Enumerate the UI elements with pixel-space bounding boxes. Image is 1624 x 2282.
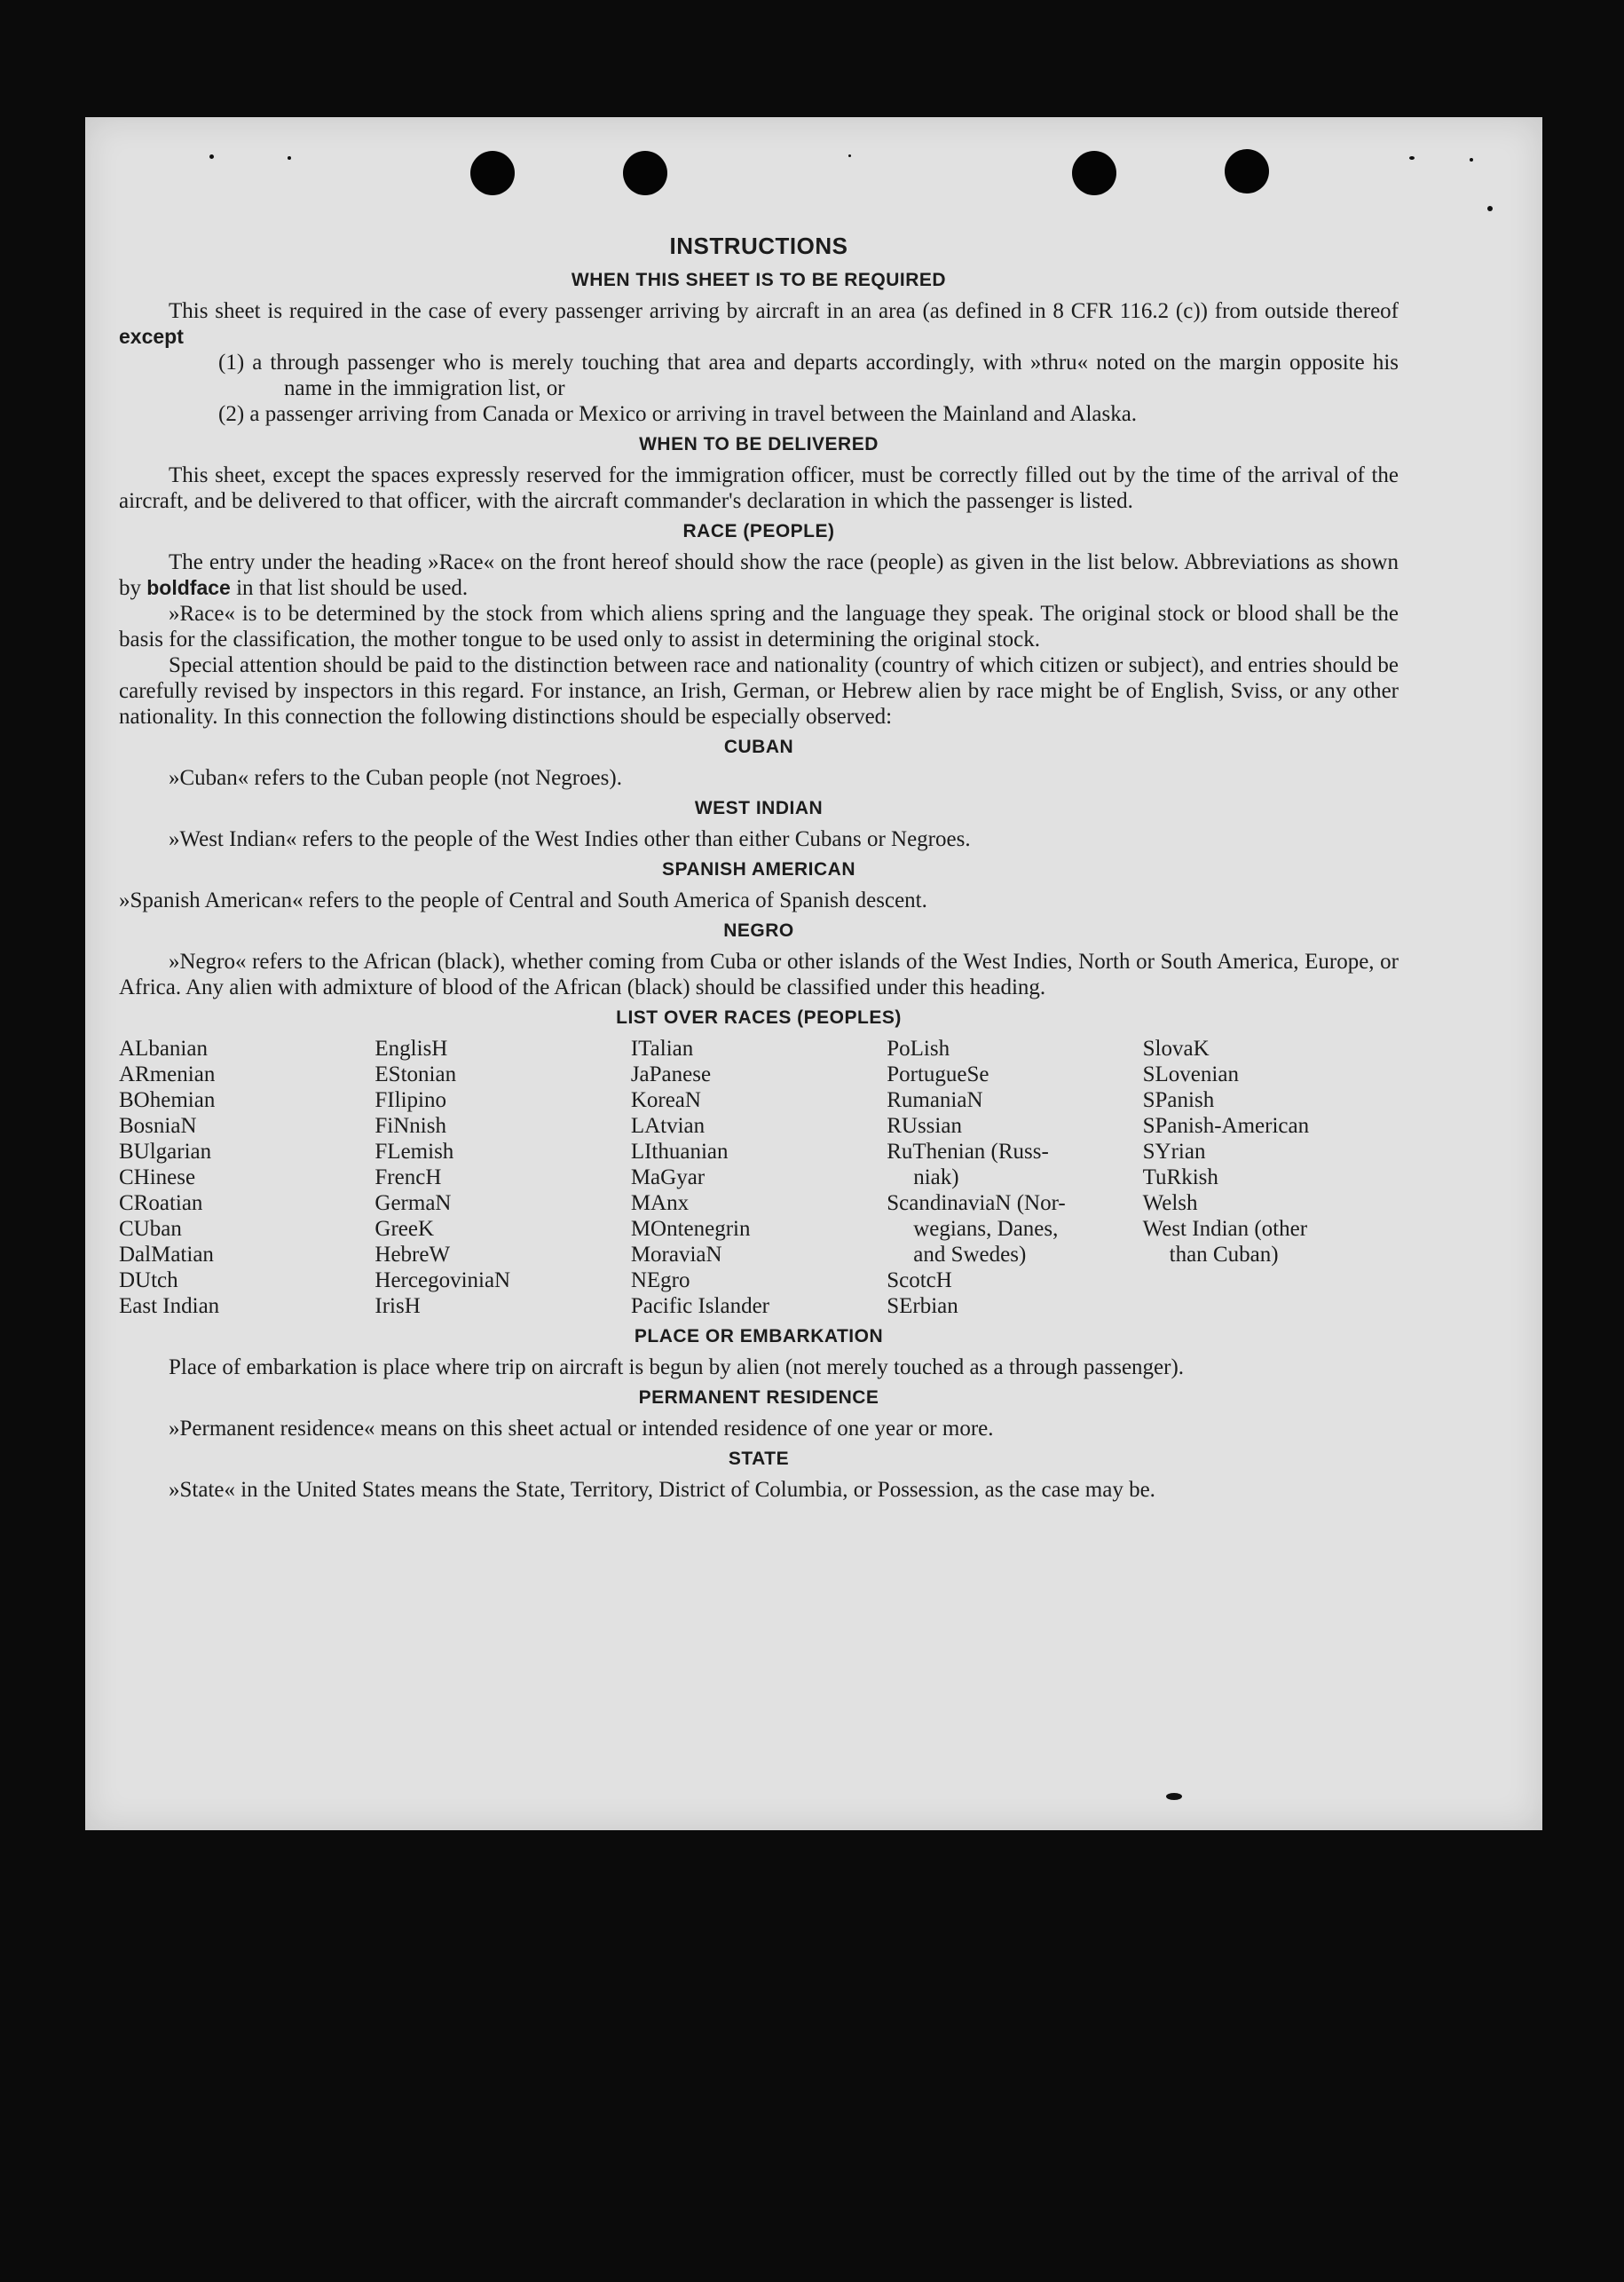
section-heading: NEGRO <box>723 920 794 941</box>
race-entry: CUban <box>119 1217 182 1241</box>
race-column <box>1143 1036 1399 1319</box>
race-entry: SPanish-American <box>1142 1114 1310 1138</box>
page-title: INSTRUCTIONS <box>669 233 848 259</box>
section-heading: WHEN THIS SHEET IS TO BE REQUIRED <box>571 270 947 290</box>
race-entry: ALbanian <box>119 1037 208 1061</box>
race-entry: RuThenian (Russ- <box>887 1140 1049 1164</box>
dust-speck <box>209 154 214 159</box>
race-entry: Welsh <box>1142 1191 1198 1215</box>
race-entry: FiNnish <box>374 1114 446 1138</box>
race-entry: BosniaN <box>119 1114 197 1138</box>
race-entry: KoreaN <box>630 1088 701 1112</box>
race-entry: than Cuban) <box>1169 1243 1279 1267</box>
race-entry: SYrian <box>1142 1140 1206 1164</box>
race-entry: ScotcH <box>887 1268 952 1292</box>
race-column <box>631 1036 887 1319</box>
paragraph: »State« in the United States means the State, Territory, District of Columbia, or Possession, as the case may be. <box>169 1478 1155 1502</box>
dust-speck <box>1166 1793 1182 1800</box>
paragraph: This sheet, except the spaces expressly reserved for the immigration officer, must be correctly filled out by the time of the arrival of the aircraft, and be delivered to that officer, with the aircraft commander's declaration in which the passenger is listed. <box>119 463 1399 513</box>
race-entry: JaPanese <box>630 1062 712 1086</box>
race-entry: MOntenegrin <box>630 1217 751 1241</box>
race-entry: West Indian (other <box>1142 1217 1308 1241</box>
punch-hole <box>1072 151 1116 195</box>
paragraph: This sheet is required in the case of every passenger arriving by aircraft in an area (as defined in 8 CFR 116.2 (c)) from outside thereof except <box>119 299 1399 348</box>
race-entry: NEgro <box>630 1268 690 1292</box>
race-entry: FIlipino <box>374 1088 446 1112</box>
race-entry: HebreW <box>374 1243 451 1267</box>
paragraph: Special attention should be paid to the distinction between race and nationality (country of which citizen or subject), and entries should be carefully revised by inspectors in this regard. For instance, an Irish, German, or Hebrew alien by race might be of English, Sviss, or any other nationality. In this connection the following distinctions should be especially observed: <box>119 653 1399 729</box>
race-list <box>119 1036 1399 1319</box>
paragraph: »Spanish American« refers to the people of Central and South America of Spanish descent. <box>119 888 927 912</box>
race-entry: EnglisH <box>374 1037 448 1061</box>
race-entry: MaGyar <box>630 1165 706 1189</box>
punch-hole <box>470 151 515 195</box>
section-heading: WEST INDIAN <box>694 798 824 818</box>
section-heading: PLACE OR EMBARKATION <box>634 1326 884 1346</box>
list-item: (1) a through passenger who is merely touching that area and departs accordingly, with »thru« noted on the margin opposite his name in the immigration list, or <box>218 351 1399 400</box>
section-heading: CUBAN <box>723 737 794 757</box>
dust-speck <box>1470 158 1473 162</box>
paragraph: Place of embarkation is place where trip on aircraft is begun by alien (not merely touched as a through passenger). <box>169 1355 1185 1379</box>
race-entry: SLovenian <box>1142 1062 1239 1086</box>
race-entry: LAtvian <box>630 1114 706 1138</box>
race-entry: HercegoviniaN <box>374 1268 511 1292</box>
race-entry: ScandinaviaN (Nor- <box>887 1191 1066 1215</box>
race-entry: RUssian <box>887 1114 962 1138</box>
list-item: (2) a passenger arriving from Canada or Mexico or arriving in travel between the Mainland and Alaska. <box>218 402 1138 426</box>
punch-hole <box>623 151 667 195</box>
dust-speck <box>1487 206 1493 211</box>
race-entry: wegians, Danes, <box>913 1217 1059 1241</box>
race-entry: East Indian <box>119 1294 220 1318</box>
paragraph: »Permanent residence« means on this sheet actual or intended residence of one year or more. <box>169 1417 994 1441</box>
race-entry: ITalian <box>630 1037 694 1061</box>
dust-speck <box>1409 156 1415 160</box>
race-entry: GreeK <box>374 1217 435 1241</box>
section-heading: LIST OVER RACES (PEOPLES) <box>616 1007 902 1028</box>
section-heading: SPANISH AMERICAN <box>661 859 855 880</box>
race-entry: PortugueSe <box>887 1062 989 1086</box>
race-entry: MAnx <box>630 1191 690 1215</box>
race-entry: SPanish <box>1142 1088 1215 1112</box>
race-entry: FLemish <box>374 1140 454 1164</box>
punch-hole <box>1225 149 1269 193</box>
race-entry: PoLish <box>887 1037 950 1061</box>
race-entry: LIthuanian <box>630 1140 729 1164</box>
race-entry: CRoatian <box>119 1191 203 1215</box>
document-sheet <box>85 117 1542 1830</box>
race-column <box>119 1036 374 1319</box>
paragraph: The entry under the heading »Race« on the front hereof should show the race (people) as given in the list below. Abbreviations as shown by boldface in that list should be used. <box>119 550 1399 600</box>
section-heading: PERMANENT RESIDENCE <box>638 1387 879 1408</box>
paragraph: »West Indian« refers to the people of the West Indies other than either Cubans or Negroes. <box>169 827 971 851</box>
race-entry: BUlgarian <box>119 1140 212 1164</box>
race-entry: MoraviaN <box>630 1243 722 1267</box>
paragraph: »Cuban« refers to the Cuban people (not Negroes). <box>169 766 622 790</box>
race-entry: FrencH <box>374 1165 442 1189</box>
race-entry: RumaniaN <box>887 1088 983 1112</box>
dust-speck <box>288 156 291 160</box>
race-entry: DUtch <box>119 1268 178 1292</box>
race-entry: IrisH <box>374 1294 421 1318</box>
race-entry: EStonian <box>374 1062 457 1086</box>
paragraph: »Race« is to be determined by the stock from which aliens spring and the language they speak. The original stock or blood shall be the basis for the classification, the mother tongue to be used only to assist in determining the original stock. <box>119 602 1399 651</box>
dust-speck <box>848 154 851 157</box>
race-entry: CHinese <box>119 1165 196 1189</box>
race-entry: ARmenian <box>119 1062 216 1086</box>
race-entry: BOhemian <box>119 1088 216 1112</box>
race-column <box>887 1036 1142 1319</box>
instructions-body <box>119 231 1399 1503</box>
race-entry: Pacific Islander <box>630 1294 769 1318</box>
section-heading: WHEN TO BE DELIVERED <box>639 434 879 454</box>
race-entry: niak) <box>913 1165 959 1189</box>
section-heading: STATE <box>728 1449 790 1469</box>
paragraph: »Negro« refers to the African (black), whether coming from Cuba or other islands of the West Indies, North or South America, Europe, or Africa. Any alien with admixture of blood of the African (black) should be classified under this heading. <box>119 950 1399 999</box>
race-entry: SlovaK <box>1142 1037 1210 1061</box>
race-entry: TuRkish <box>1142 1165 1218 1189</box>
race-entry: DalMatian <box>119 1243 214 1267</box>
race-entry: SErbian <box>887 1294 958 1318</box>
race-column <box>374 1036 630 1319</box>
race-entry: and Swedes) <box>913 1243 1027 1267</box>
section-heading: RACE (PEOPLE) <box>682 521 835 541</box>
race-entry: GermaN <box>374 1191 452 1215</box>
